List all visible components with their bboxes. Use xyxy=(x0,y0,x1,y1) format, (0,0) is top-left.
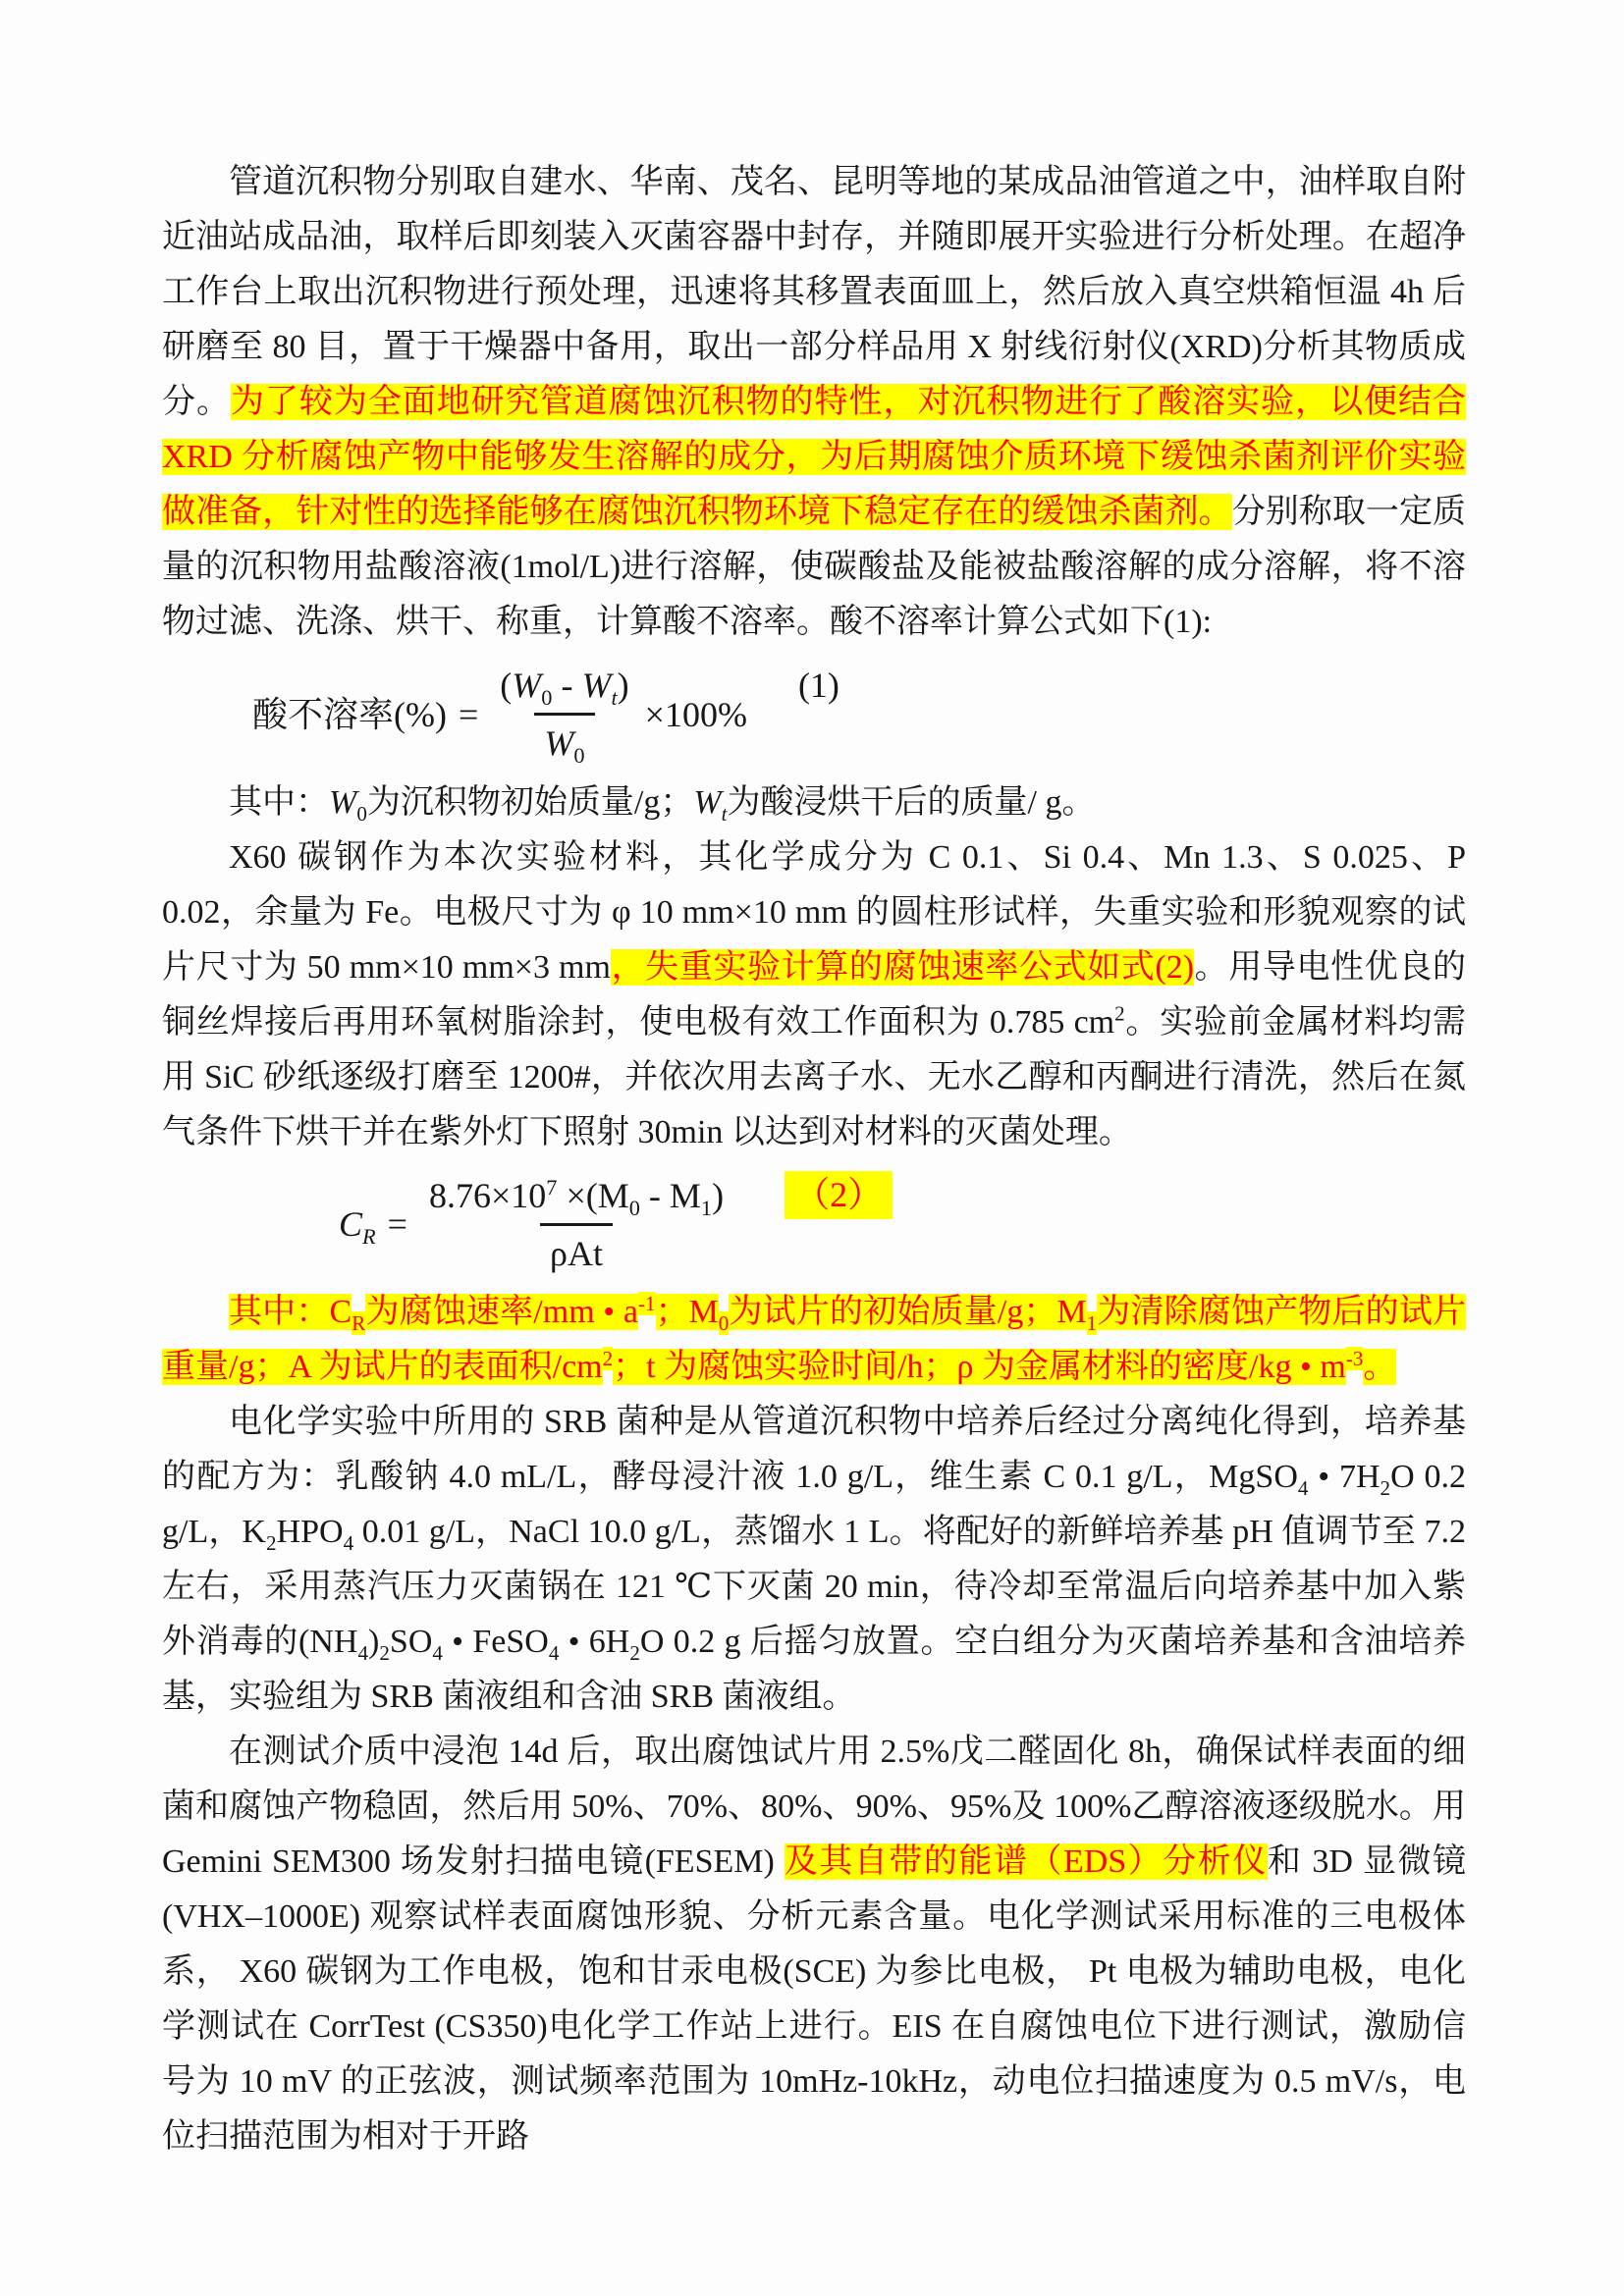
paragraph-sediment-sampling xyxy=(162,155,1466,650)
text-run: 4 xyxy=(548,1641,560,1666)
text-run: O 0.2 g/L，K xyxy=(162,1459,1466,1551)
text-run: 2 xyxy=(1380,1476,1391,1501)
paragraph-formula1-variables xyxy=(162,775,1466,830)
text-run: - M xyxy=(639,1175,701,1215)
highlighted-text-run: ；t 为腐蚀实验时间/h；ρ 为金属材料的密度/kg • m xyxy=(613,1349,1346,1386)
text-run: t xyxy=(721,801,728,826)
text-run: 2 xyxy=(1114,1001,1125,1026)
fraction-denominator xyxy=(540,1223,613,1273)
text-run: W xyxy=(544,723,574,764)
text-run: ) xyxy=(617,666,629,705)
text-run: W xyxy=(329,783,357,821)
text-run: 8.76×10 xyxy=(428,1175,547,1215)
text-run: 0 xyxy=(573,743,585,769)
highlighted-text-run: 。 xyxy=(1363,1349,1397,1386)
equation-acid-insoluble-rate xyxy=(252,665,1466,769)
text-run: • FeSO xyxy=(442,1624,549,1661)
equals-sign: = xyxy=(458,694,479,734)
paragraph-x60-steel xyxy=(162,830,1466,1160)
highlighted-text-run: -1 xyxy=(637,1291,656,1315)
text-run: ρAt xyxy=(550,1233,603,1273)
text-run: 4 xyxy=(343,1531,354,1556)
text-run: 和 3D 显微镜 (VHX–1000E) 观察试样表面腐蚀形貌、分析元素含量。电化学测试采用标准的三电极体系， X60 碳钢为工作电极，饱和甘汞电极(SCE) 为参比电极， Pt 电极为辅助电极，电化学测试在 CorrTest (CS350)电化学工作站上进行。EIS 在自腐蚀电位下进行测试，激励信号为 10 mV 的正弦波，测试频率范围为 10mHz-10kHz，动电位扫描速度为 0.5 mV/s，电位扫描范围为相对于开路 xyxy=(162,1843,1467,2156)
equation-corrosion-rate xyxy=(339,1176,1466,1274)
equation-lhs xyxy=(339,1204,376,1250)
highlighted-text-run: 为了较为全面地研究管道腐蚀沉积物的特性，对沉积物进行了酸溶实验，以便结合 XRD 分析腐蚀产物中能够发生溶解的成分，为后期腐蚀介质环境下缓蚀杀菌剂评价实验做准备，针对性的选择能够在腐蚀沉积物环境下稳定存在的缓蚀杀菌剂。 xyxy=(162,384,1467,530)
highlighted-text-run: 0 xyxy=(718,1311,730,1336)
text-run: 为沉积物初始质量/g； xyxy=(366,783,694,821)
text-run: 0 xyxy=(356,801,367,826)
fraction-denominator xyxy=(534,713,594,769)
text-run: 酸不溶率(%) xyxy=(252,694,447,734)
text-run: 0 xyxy=(541,685,553,711)
text-run: R xyxy=(362,1224,376,1250)
text-run: 4 xyxy=(1297,1476,1309,1501)
paragraph-test-characterization xyxy=(162,1725,1466,2164)
text-run: O 0.2 g 后摇匀放置。空白组分为灭菌培养基和含油培养基，实验组为 SRB 菌液组和含油 SRB 菌液组。 xyxy=(162,1624,1466,1716)
text-run: W xyxy=(581,666,612,705)
fraction-numerator xyxy=(419,1176,733,1223)
text-run: ×(M xyxy=(557,1175,629,1215)
text-run: W xyxy=(512,666,542,705)
highlighted-text-run: 为清除腐蚀产物后的试片重量/g；A 为试片的表面积/cm xyxy=(162,1294,1466,1386)
text-run: W xyxy=(693,783,722,821)
text-run: 1 xyxy=(700,1195,713,1220)
text-run: 电化学实验中所用的 SRB 菌种是从管道沉积物中培养后经过分离纯化得到，培养基的配方为：乳酸钠 4.0 mL/L，酵母浸汁液 1.0 g/L，维生素 C 0.1 g/L，MgSO xyxy=(162,1404,1466,1496)
equation-number-1: (1) xyxy=(797,665,839,705)
highlighted-text-run: 1 xyxy=(1086,1311,1098,1336)
text-run: ( xyxy=(500,666,513,705)
text-run: • 7H xyxy=(1308,1459,1380,1496)
paragraph-srb-culture-medium xyxy=(162,1395,1466,1725)
text-run: ) xyxy=(712,1175,725,1215)
fraction xyxy=(419,1176,733,1274)
fraction xyxy=(490,666,638,769)
text-run: 。用导电性优良的铜丝焊接后再用环氧树脂涂封，使电极有效工作面积为 0.785 cm xyxy=(162,948,1466,1041)
text-run: - xyxy=(552,666,582,705)
fraction-numerator xyxy=(490,666,638,713)
text-run: C xyxy=(339,1204,363,1245)
highlighted-text-run: 为腐蚀速率/mm • a xyxy=(365,1294,638,1331)
text-run: 。实验前金属材料均需用 SiC 砂纸逐级打磨至 1200#，并依次用去离子水、无水乙醇和丙酮进行清洗，然后在氮气条件下烘干并在紫外灯下照射 30min 以达到对材料的灭菌处理。 xyxy=(162,1003,1466,1150)
text-run: 管道沉积物分别取自建水、华南、茂名、昆明等地的某成品油管道之中，油样取自附近油站成品油，取样后即刻装入灭菌容器中封存，并随即展开实验进行分析处理。在超净工作台上取出沉积物进行预处理，迅速将其移置表面皿上，然后放入真空烘箱恒温 4h 后研磨至 80 目，置于干燥器中备用，取出一部分样品用 X 射线衍射仪(XRD)分析其物质成分。 xyxy=(162,164,1466,420)
highlighted-text-run: -3 xyxy=(1345,1346,1364,1370)
document-body xyxy=(162,155,1466,2164)
text-run: 2 xyxy=(379,1641,390,1666)
text-run: 2 xyxy=(629,1641,640,1666)
text-run: 0.01 g/L，NaCl 10.0 g/L，蒸馏水 1 L。将配好的新鲜培养基 pH 值调节至 7.2 左右，采用蒸汽压力灭菌锅在 121 ℃下灭菌 20 min，待冷却至常温后向培养基中加入紫外消毒的(NH xyxy=(162,1514,1466,1661)
text-run: X60 碳钢作为本次实验材料，其化学成分为 C 0.1、Si 0.4、Mn 1.3、S 0.025、P 0.02，余量为 Fe。电极尺寸为 φ 10 mm×10 mm 的圆柱形试样，失重实验和形貌观察的试片尺寸为 50 mm×10 mm×3 mm xyxy=(162,838,1466,986)
text-run: 在测试介质中浸泡 14d 后，取出腐蚀试片用 2.5%戊二醛固化 8h，确保试样表面的细菌和腐蚀产物稳固，然后用 50%、70%、80%、90%、95%及 100%乙醇溶液逐级脱水。用 Gemini SEM300 场发射扫描电镜(FESEM) xyxy=(162,1734,1466,1881)
text-run: • 6H xyxy=(559,1624,630,1661)
text-run: 2 xyxy=(265,1531,277,1556)
highlighted-text-run: 其中：C xyxy=(229,1294,352,1331)
text-run: 0 xyxy=(628,1195,640,1220)
highlighted-text-run: R xyxy=(352,1311,366,1336)
paragraph-formula2-variables xyxy=(162,1285,1466,1395)
text-run: 7 xyxy=(546,1174,558,1200)
text-run: 为酸浸烘干后的质量/ g。 xyxy=(727,783,1096,821)
highlighted-text-run: ，失重实验计算的腐蚀速率公式如式(2) xyxy=(610,948,1195,986)
text-run: 4 xyxy=(357,1641,369,1666)
highlighted-text-run: ；M xyxy=(655,1294,719,1331)
highlighted-text-run: 为试片的初始质量/g；M xyxy=(729,1294,1087,1331)
highlighted-text-run: 2 xyxy=(602,1346,614,1370)
equals-sign: = xyxy=(387,1204,407,1245)
text-run: HPO xyxy=(276,1514,344,1551)
text-run: t xyxy=(611,685,618,711)
text-run: 其中： xyxy=(229,783,329,821)
equation-number-2: （2） xyxy=(785,1171,893,1218)
text-run: ) xyxy=(368,1624,380,1661)
text-run: 分别称取一定质量的沉积物用盐酸溶液(1mol/L)进行溶解，使碳酸盐及能被盐酸溶解的成分溶解，将不溶物过滤、洗涤、烘干、称重，计算酸不溶率。酸不溶率计算公式如下(1): xyxy=(162,494,1467,640)
text-run: 4 xyxy=(432,1641,443,1666)
equation-multiplier: ×100% xyxy=(644,694,747,734)
highlighted-text-run: 及其自带的能谱（EDS）分析仪 xyxy=(784,1843,1268,1881)
equation-lhs xyxy=(252,695,447,734)
text-run: SO xyxy=(389,1624,433,1661)
